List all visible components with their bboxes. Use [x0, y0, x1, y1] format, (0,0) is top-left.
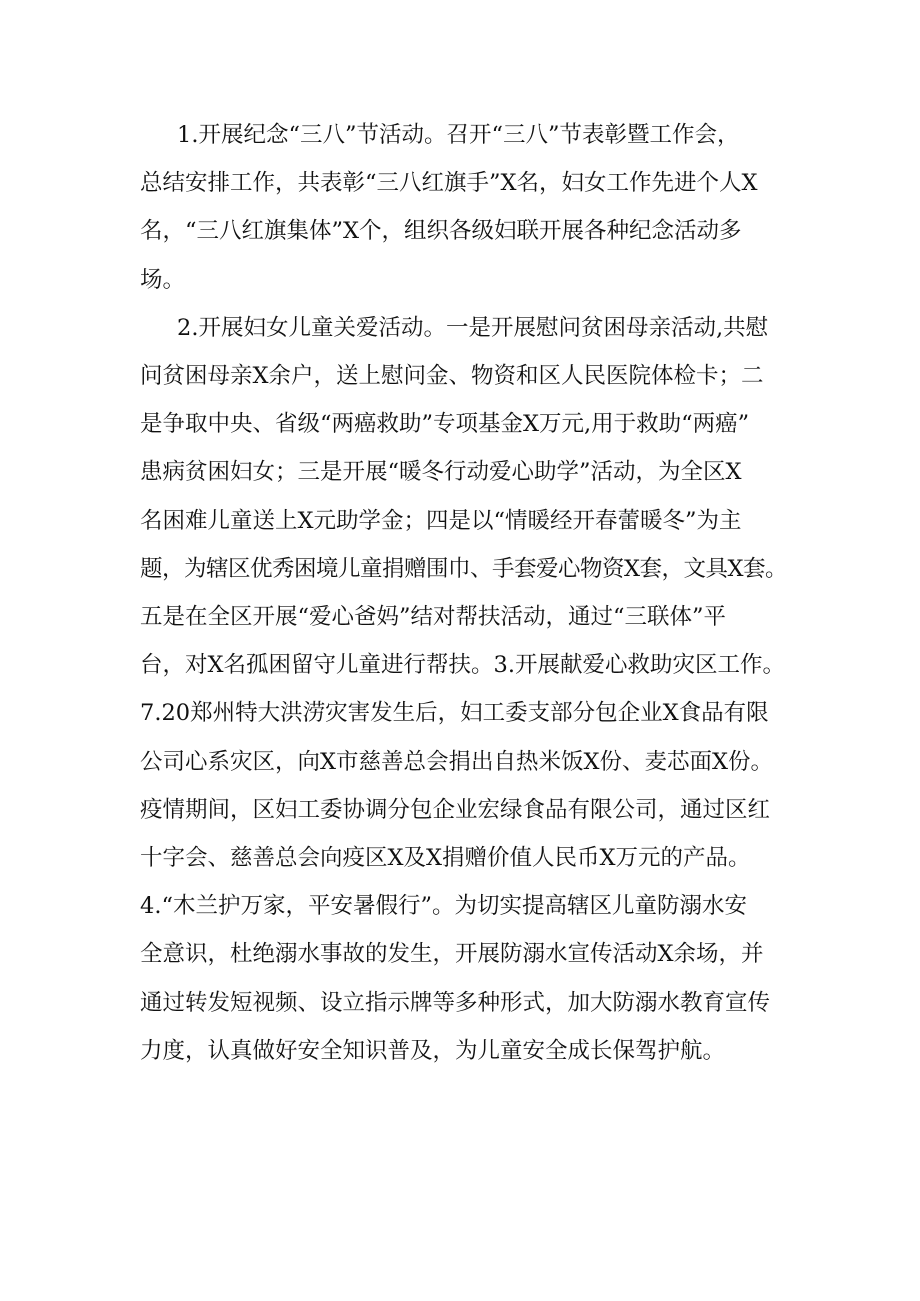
paragraph-1-line-3: 名，“三八红旗集体”X个，组织各级妇联开展各种纪念活动多 — [140, 218, 742, 245]
line-text: 1.开展纪念“三八”节活动。召开“三八”节表彰暨工作会， — [177, 122, 740, 148]
paragraph-2-line-10: 公司心系灾区，向X市慈善总会捐出自热米饭X份、麦芯面X份。 — [140, 748, 774, 775]
paragraph-2-line-9: 7.20郑州特大洪涝灾害发生后，妇工委支部分包企业X食品有限 — [140, 700, 769, 727]
paragraph-2-line-5: 名困难儿童送上X元助学金；四是以“情暖经开春蕾暖冬”为主 — [140, 507, 742, 534]
paragraph-1-line-1 — [140, 111, 788, 159]
paragraph-2-line-2: 问贫困母亲X余户，送上慰问金、物资和区人民医院体检卡；二 — [140, 363, 764, 390]
paragraph-2-line-3: 是争取中央、省级“两癌救助”专项基金X万元,用于救助“两癌” — [140, 411, 750, 438]
paragraph-2-line-16: 力度，认真做好安全知识普及，为儿童安全成长保驾护航。 — [140, 1037, 726, 1064]
paragraph-2-line-6: 题，为辖区优秀困境儿童捐赠围巾、手套爱心物资X套，文具X套。 — [140, 555, 788, 582]
paragraph-2-line-7: 五是在全区开展“爱心爸妈”结对帮扶活动，通过“三联体”平 — [140, 604, 727, 631]
paragraph-2 — [140, 304, 788, 1075]
paragraph-2-line-11: 疫情期间，区妇工委协调分包企业宏绿食品有限公司，通过区红 — [140, 796, 771, 823]
paragraph-2-line-12: 十字会、慈善总会向疫区X及X捐赠价值人民币X万元的产品。 — [140, 845, 751, 872]
paragraph-2-line-15: 通过转发短视频、设立指示牌等多种形式，加大防溺水教育宣传 — [140, 989, 771, 1016]
paragraph-1-line-4: 场。 — [140, 266, 186, 293]
paragraph-2-line-4: 患病贫困妇女；三是开展“暖冬行动爱心助学”活动，为全区X — [140, 459, 742, 486]
paragraph-2-line-13: 4.“木兰护万家，平安暑假行”。为切实提高辖区儿童防溺水安 — [140, 893, 747, 920]
paragraph-2-line-1 — [140, 304, 788, 352]
line-text: 2.开展妇女儿童关爱活动。一是开展慰问贫困母亲活动,共慰 — [177, 314, 769, 341]
paragraph-2-line-14: 全意识，杜绝溺水事故的发生，开展防溺水宣传活动X余场，并 — [140, 941, 764, 968]
paragraph-2-line-8: 台，对X名孤困留守儿童进行帮扶。3.开展献爱心救助灾区工作。 — [140, 652, 785, 679]
paragraph-1 — [140, 111, 788, 304]
document-body — [140, 111, 788, 1075]
paragraph-1-line-2: 总结安排工作，共表彰“三八红旗手”X名，妇女工作先进个人X — [140, 170, 758, 197]
